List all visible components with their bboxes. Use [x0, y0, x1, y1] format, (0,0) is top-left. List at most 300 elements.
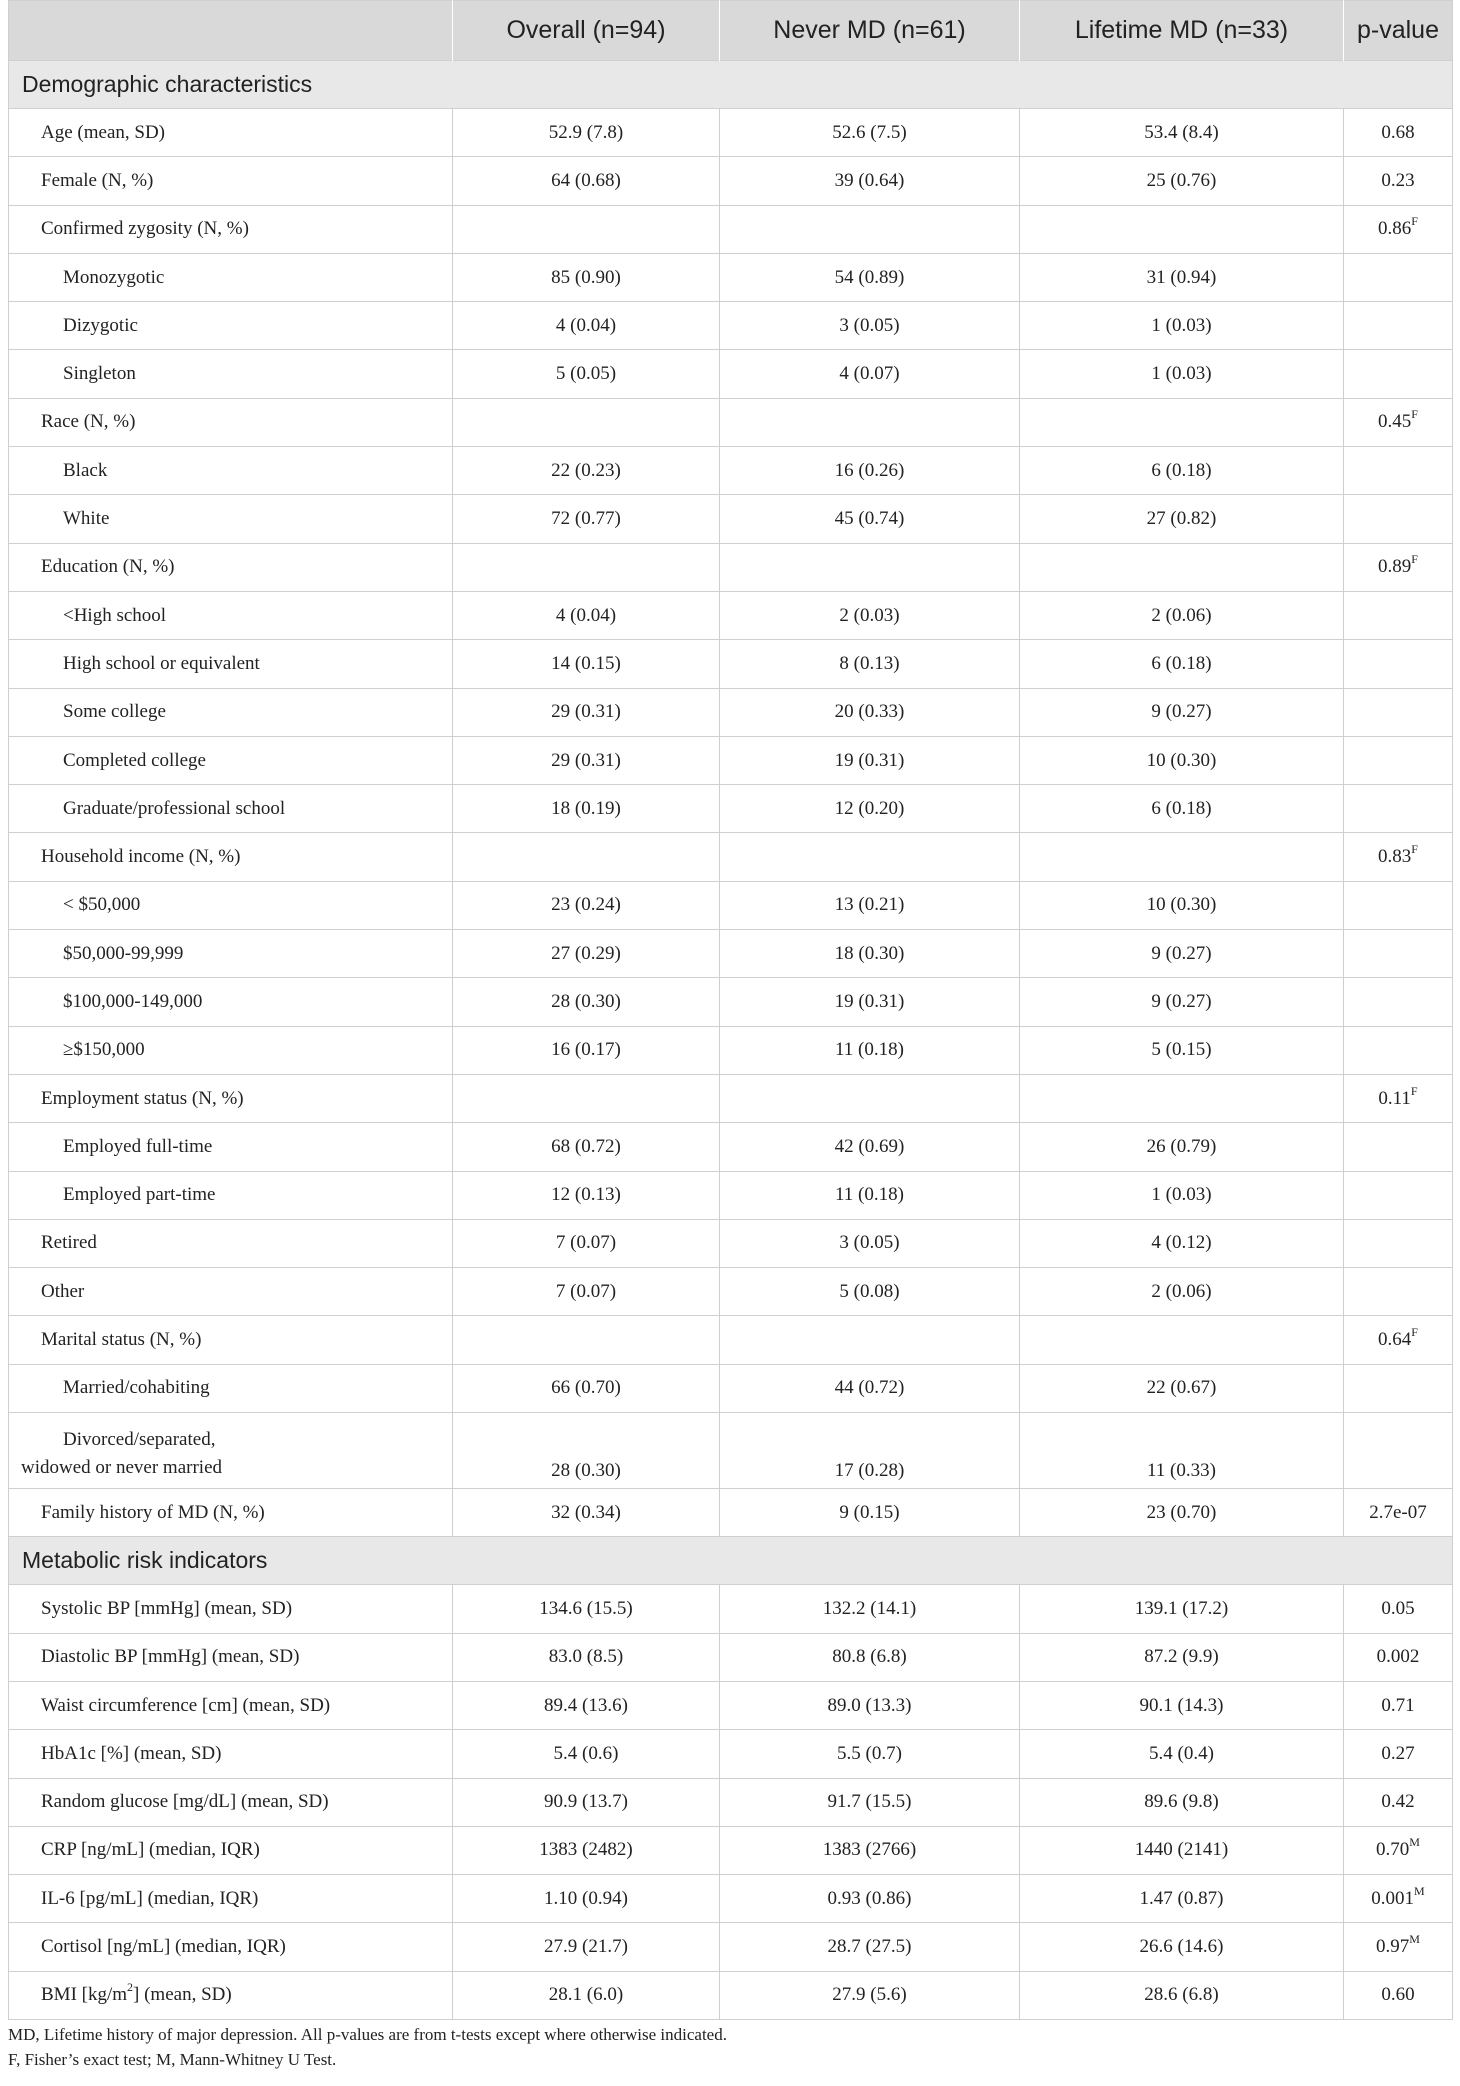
- cell-lifetime-md: [1020, 1681, 1344, 1729]
- cell-lifetime-md: [1020, 543, 1344, 591]
- cell-value: 91.7 (15.5): [827, 1791, 912, 1813]
- cell-value: 4 (0.07): [839, 363, 900, 385]
- cell-value: 83.0 (8.5): [548, 1646, 624, 1668]
- table-row: [9, 109, 1453, 157]
- row-label-text: < $50,000: [63, 894, 141, 916]
- cell-value: 26 (0.79): [1146, 1135, 1217, 1157]
- cell-value: 0.001: [1371, 1887, 1415, 1909]
- cell-value: 22 (0.67): [1146, 1377, 1217, 1399]
- cell-overall: [453, 302, 720, 350]
- cell-lifetime-md: [1020, 350, 1344, 398]
- cell-value: 2 (0.03): [839, 604, 900, 626]
- cell-value: 72 (0.77): [551, 508, 621, 530]
- cell-value: 5.4 (0.4): [1149, 1742, 1214, 1764]
- cell-p-value: [1344, 543, 1453, 591]
- cell-overall: [453, 447, 720, 495]
- row-label: [9, 205, 453, 253]
- cell-p-value: [1344, 978, 1453, 1026]
- cell-overall: [453, 1074, 720, 1122]
- row-label: [9, 1826, 453, 1874]
- table-row: [9, 350, 1453, 398]
- cell-value: 5 (0.15): [1151, 1039, 1212, 1061]
- cell-lifetime-md: [1020, 205, 1344, 253]
- table-row: [9, 495, 1453, 543]
- cell-lifetime-md: [1020, 447, 1344, 495]
- cell-lifetime-md: [1020, 688, 1344, 736]
- cell-value: 18 (0.30): [834, 942, 905, 964]
- cell-value: 5.5 (0.7): [837, 1742, 902, 1764]
- cell-overall: [453, 1971, 720, 2019]
- cell-value: 11 (0.18): [835, 1039, 904, 1061]
- cell-never-md: [720, 1826, 1020, 1874]
- cell-lifetime-md: [1020, 736, 1344, 784]
- cell-overall: [453, 1923, 720, 1971]
- table-row: [9, 978, 1453, 1026]
- cell-lifetime-md: [1020, 1778, 1344, 1826]
- cell-never-md: [720, 109, 1020, 157]
- cell-p-value: [1344, 253, 1453, 301]
- row-label: [9, 398, 453, 446]
- row-label: [9, 109, 453, 157]
- cell-value: 23 (0.24): [551, 894, 621, 916]
- row-label-line: Divorced/separated,: [63, 1429, 216, 1451]
- cell-never-md: [720, 688, 1020, 736]
- cell-never-md: [720, 930, 1020, 978]
- cell-never-md: [720, 1923, 1020, 1971]
- header-label-col: [9, 1, 453, 61]
- row-label-text: Household income (N, %): [41, 846, 241, 868]
- cell-value: 28.7 (27.5): [827, 1936, 912, 1958]
- table-row: [9, 736, 1453, 784]
- cell-value: 44 (0.72): [834, 1377, 905, 1399]
- cell-lifetime-md: [1020, 1633, 1344, 1681]
- cell-never-md: [720, 447, 1020, 495]
- cell-value: 52.6 (7.5): [832, 121, 907, 143]
- cell-value: 27.9 (21.7): [544, 1936, 628, 1958]
- table-row: [9, 1026, 1453, 1074]
- cell-p-value: [1344, 1074, 1453, 1122]
- row-label-text: Monozygotic: [63, 266, 165, 288]
- cell-value: 1 (0.03): [1151, 363, 1212, 385]
- cell-lifetime-md: [1020, 253, 1344, 301]
- cell-p-value: [1344, 1778, 1453, 1826]
- cell-never-md: [720, 833, 1020, 881]
- row-label: [9, 1875, 453, 1923]
- cell-value: 0.64: [1378, 1329, 1412, 1351]
- row-label-text: Race (N, %): [41, 411, 136, 433]
- row-label-text: CRP [ng/mL] (median, IQR): [41, 1839, 260, 1861]
- row-label-text: Married/cohabiting: [63, 1377, 210, 1399]
- section-header-row: [9, 61, 1453, 109]
- table-row: [9, 543, 1453, 591]
- table-row: [9, 881, 1453, 929]
- cell-overall: [453, 253, 720, 301]
- table-row: [9, 1681, 1453, 1729]
- cell-never-md: [720, 1489, 1020, 1537]
- table-row: [9, 833, 1453, 881]
- row-label-text: Cortisol [ng/mL] (median, IQR): [41, 1936, 286, 1958]
- row-label: [9, 688, 453, 736]
- cell-lifetime-md: [1020, 1730, 1344, 1778]
- cell-p-value: [1344, 157, 1453, 205]
- table-row: [9, 1633, 1453, 1681]
- table-row: [9, 1923, 1453, 1971]
- table-row: [9, 591, 1453, 639]
- cell-value: 0.70: [1376, 1839, 1410, 1861]
- row-label-text: Confirmed zygosity (N, %): [41, 218, 249, 240]
- cell-never-md: [720, 881, 1020, 929]
- cell-p-value: [1344, 833, 1453, 881]
- cell-value: 134.6 (15.5): [539, 1597, 633, 1619]
- test-marker: F: [1411, 1325, 1418, 1340]
- row-label: [9, 736, 453, 784]
- row-label-line: widowed or never married: [21, 1457, 223, 1479]
- cell-value: 6 (0.18): [1151, 652, 1212, 674]
- cell-never-md: [720, 1730, 1020, 1778]
- table-row: [9, 1316, 1453, 1364]
- cell-lifetime-md: [1020, 1026, 1344, 1074]
- cell-p-value: [1344, 1316, 1453, 1364]
- header-lifetime-md: Lifetime MD (n=33): [1020, 1, 1344, 61]
- table-row: [9, 1123, 1453, 1171]
- cell-value: 25 (0.76): [1146, 169, 1217, 191]
- row-label: [9, 447, 453, 495]
- table-row: [9, 1585, 1453, 1633]
- cell-value: 19 (0.31): [834, 990, 905, 1012]
- cell-value: 18 (0.19): [551, 797, 621, 819]
- cell-lifetime-md: [1020, 1826, 1344, 1874]
- row-label: [9, 1730, 453, 1778]
- row-label: [9, 1171, 453, 1219]
- row-label: [9, 640, 453, 688]
- cell-value: 1.47 (0.87): [1139, 1887, 1224, 1909]
- row-label: [9, 1489, 453, 1537]
- cell-p-value: [1344, 205, 1453, 253]
- cell-value: 3 (0.05): [839, 1232, 900, 1254]
- cell-value: 0.68: [1381, 121, 1415, 143]
- cell-value: 28.6 (6.8): [1144, 1984, 1219, 2006]
- row-label: [9, 302, 453, 350]
- cell-p-value: [1344, 1681, 1453, 1729]
- cell-value: 22 (0.23): [551, 459, 621, 481]
- cell-p-value: [1344, 1489, 1453, 1537]
- row-label-text: Retired: [41, 1232, 97, 1254]
- row-label-text: Dizygotic: [63, 314, 138, 336]
- cell-value: 80.8 (6.8): [832, 1646, 907, 1668]
- test-marker: F: [1410, 1083, 1418, 1098]
- row-label: [9, 1778, 453, 1826]
- cell-value: 54 (0.89): [834, 266, 905, 288]
- table-row: [9, 785, 1453, 833]
- cell-overall: [453, 398, 720, 446]
- cell-overall: [453, 1730, 720, 1778]
- cell-value: 139.1 (17.2): [1134, 1597, 1229, 1619]
- cell-value: 5.4 (0.6): [553, 1742, 619, 1764]
- cell-p-value: [1344, 1268, 1453, 1316]
- cell-lifetime-md: [1020, 1875, 1344, 1923]
- cell-lifetime-md: [1020, 1364, 1344, 1412]
- cell-p-value: [1344, 302, 1453, 350]
- cell-value: 87.2 (9.9): [1144, 1646, 1219, 1668]
- cell-overall: [453, 205, 720, 253]
- cell-p-value: [1344, 736, 1453, 784]
- footnote: MD, Lifetime history of major depression. All p-values are from t-tests except where otherwise indicated.: [8, 2025, 727, 2044]
- cell-value: 2.7e-07: [1369, 1501, 1427, 1523]
- row-label-text: Family history of MD (N, %): [41, 1501, 265, 1523]
- row-label: [9, 495, 453, 543]
- cell-value: 3 (0.05): [839, 314, 900, 336]
- cell-overall: [453, 543, 720, 591]
- row-label-text: <High school: [63, 604, 167, 626]
- cell-lifetime-md: [1020, 1413, 1344, 1489]
- cell-lifetime-md: [1020, 109, 1344, 157]
- cell-value: 52.9 (7.8): [548, 121, 624, 143]
- cell-overall: [453, 930, 720, 978]
- row-label-text: Marital status (N, %): [41, 1329, 202, 1351]
- cell-overall: [453, 1826, 720, 1874]
- cell-value: 26.6 (14.6): [1139, 1936, 1224, 1958]
- cell-never-md: [720, 350, 1020, 398]
- cell-value: 7 (0.07): [555, 1280, 617, 1302]
- cell-value: 7 (0.07): [555, 1232, 617, 1254]
- cell-value: 9 (0.27): [1151, 990, 1212, 1012]
- row-label-text: Employed part-time: [63, 1184, 216, 1206]
- cell-value: 0.60: [1381, 1984, 1415, 2006]
- cell-value: 11 (0.18): [835, 1184, 904, 1206]
- row-label: [9, 1123, 453, 1171]
- row-label-text: Age (mean, SD): [41, 121, 165, 143]
- cell-overall: [453, 1585, 720, 1633]
- cell-p-value: [1344, 881, 1453, 929]
- row-label-text: HbA1c [%] (mean, SD): [41, 1742, 222, 1764]
- cell-value: 11 (0.33): [1147, 1460, 1216, 1482]
- cell-value: 6 (0.18): [1151, 797, 1212, 819]
- cell-overall: [453, 640, 720, 688]
- cell-overall: [453, 1364, 720, 1412]
- cell-overall: [453, 591, 720, 639]
- cell-p-value: [1344, 785, 1453, 833]
- cell-value: 4 (0.04): [555, 604, 617, 626]
- table-row: [9, 1364, 1453, 1412]
- cell-lifetime-md: [1020, 1923, 1344, 1971]
- cell-value: 23 (0.70): [1146, 1501, 1217, 1523]
- cell-value: 29 (0.31): [551, 701, 621, 723]
- cell-value: 2 (0.06): [1151, 1280, 1212, 1302]
- cell-value: 5 (0.08): [839, 1280, 900, 1302]
- cell-never-md: [720, 736, 1020, 784]
- cell-value: 13 (0.21): [834, 894, 905, 916]
- table-row: [9, 1489, 1453, 1537]
- cell-lifetime-md: [1020, 785, 1344, 833]
- row-label-text: Waist circumference [cm] (mean, SD): [41, 1694, 331, 1716]
- cell-value: 1 (0.03): [1151, 314, 1212, 336]
- test-marker: M: [1409, 1835, 1420, 1850]
- cell-never-md: [720, 1171, 1020, 1219]
- cell-p-value: [1344, 1026, 1453, 1074]
- cell-never-md: [720, 1316, 1020, 1364]
- cell-value: 27 (0.82): [1146, 508, 1217, 530]
- cell-value: 39 (0.64): [834, 169, 905, 191]
- table-row: [9, 253, 1453, 301]
- row-label-text: Random glucose [mg/dL] (mean, SD): [41, 1791, 329, 1813]
- cell-lifetime-md: [1020, 881, 1344, 929]
- cell-never-md: [720, 157, 1020, 205]
- cell-value: 0.27: [1381, 1742, 1415, 1764]
- cell-overall: [453, 978, 720, 1026]
- cell-lifetime-md: [1020, 930, 1344, 978]
- cell-p-value: [1344, 640, 1453, 688]
- cell-overall: [453, 785, 720, 833]
- cell-value: 1 (0.03): [1151, 1184, 1212, 1206]
- cell-value: 85 (0.90): [551, 266, 621, 288]
- cell-never-md: [720, 1875, 1020, 1923]
- table-row: [9, 1074, 1453, 1122]
- cell-lifetime-md: [1020, 1489, 1344, 1537]
- cell-value: 4 (0.04): [555, 314, 617, 336]
- cell-value: 31 (0.94): [1146, 266, 1217, 288]
- row-label: [9, 591, 453, 639]
- cell-p-value: [1344, 1875, 1453, 1923]
- row-label: [9, 350, 453, 398]
- cell-never-md: [720, 1026, 1020, 1074]
- cell-never-md: [720, 978, 1020, 1026]
- section-title: Demographic characteristics: [9, 61, 1453, 109]
- table-row: [9, 1268, 1453, 1316]
- table-row: [9, 1875, 1453, 1923]
- row-label: [9, 1971, 453, 2019]
- cell-lifetime-md: [1020, 640, 1344, 688]
- table-row: [9, 398, 1453, 446]
- row-label-text: Other: [41, 1280, 85, 1302]
- row-label: [9, 1026, 453, 1074]
- cell-p-value: [1344, 1826, 1453, 1874]
- cell-value: 89.4 (13.6): [544, 1694, 628, 1716]
- cell-value: 45 (0.74): [834, 508, 905, 530]
- row-label-text: Employment status (N, %): [41, 1087, 244, 1109]
- cell-lifetime-md: [1020, 495, 1344, 543]
- label-superscript: 2: [127, 1980, 134, 1995]
- cell-value: 14 (0.15): [551, 652, 621, 674]
- row-label-text: Singleton: [63, 363, 136, 385]
- row-label-text: Black: [63, 459, 108, 481]
- table-row: [9, 930, 1453, 978]
- cell-value: 9 (0.27): [1151, 942, 1212, 964]
- cell-p-value: [1344, 1633, 1453, 1681]
- cell-overall: [453, 1413, 720, 1489]
- cell-lifetime-md: [1020, 398, 1344, 446]
- cell-value: 0.93 (0.86): [827, 1887, 912, 1909]
- data-table: [8, 0, 1453, 2020]
- table-row: [9, 1730, 1453, 1778]
- cell-p-value: [1344, 1171, 1453, 1219]
- cell-lifetime-md: [1020, 1074, 1344, 1122]
- cell-value: 28 (0.30): [551, 990, 621, 1012]
- cell-overall: [453, 833, 720, 881]
- row-label: [9, 157, 453, 205]
- row-label: [9, 881, 453, 929]
- row-label: [9, 785, 453, 833]
- cell-value: 0.71: [1381, 1694, 1415, 1716]
- row-label: [9, 543, 453, 591]
- cell-value: 1383 (2766): [822, 1839, 917, 1861]
- header-overall: Overall (n=94): [453, 1, 720, 61]
- cell-never-md: [720, 1413, 1020, 1489]
- cell-never-md: [720, 1074, 1020, 1122]
- cell-overall: [453, 1123, 720, 1171]
- row-label-text: ≥$150,000: [63, 1039, 145, 1061]
- cell-p-value: [1344, 1219, 1453, 1267]
- row-label: [9, 1633, 453, 1681]
- cell-overall: [453, 736, 720, 784]
- cell-lifetime-md: [1020, 978, 1344, 1026]
- cell-lifetime-md: [1020, 1268, 1344, 1316]
- cell-value: 0.23: [1381, 169, 1415, 191]
- cell-never-md: [720, 1268, 1020, 1316]
- cell-value: 89.0 (13.3): [827, 1694, 912, 1716]
- cell-value: 64 (0.68): [551, 169, 621, 191]
- cell-overall: [453, 157, 720, 205]
- row-label: [9, 833, 453, 881]
- row-label-text: $50,000-99,999: [63, 942, 184, 964]
- cell-value: 68 (0.72): [551, 1135, 621, 1157]
- cell-value: 32 (0.34): [551, 1501, 621, 1523]
- header-never-md: Never MD (n=61): [720, 1, 1020, 61]
- cell-value: 12 (0.13): [551, 1184, 621, 1206]
- cell-never-md: [720, 495, 1020, 543]
- row-label: [9, 1316, 453, 1364]
- row-label-tail: ] (mean, SD): [133, 1984, 232, 2006]
- row-label: [9, 978, 453, 1026]
- cell-value: 42 (0.69): [834, 1135, 905, 1157]
- table-body: [9, 61, 1453, 2020]
- cell-never-md: [720, 302, 1020, 350]
- test-marker: M: [1409, 1932, 1420, 1947]
- row-label-text: Completed college: [63, 749, 206, 771]
- cell-value: 1383 (2482): [539, 1839, 633, 1861]
- cell-value: 5 (0.05): [555, 363, 617, 385]
- cell-p-value: [1344, 109, 1453, 157]
- row-label: [9, 1364, 453, 1412]
- row-label: [9, 1268, 453, 1316]
- table-row: [9, 302, 1453, 350]
- cell-never-md: [720, 785, 1020, 833]
- cell-lifetime-md: [1020, 1219, 1344, 1267]
- cell-value: 0.42: [1381, 1791, 1415, 1813]
- footnote: F, Fisher’s exact test; M, Mann-Whitney U Test.: [8, 2050, 337, 2069]
- row-label: [9, 1413, 453, 1489]
- table-row: [9, 205, 1453, 253]
- cell-p-value: [1344, 591, 1453, 639]
- cell-value: 19 (0.31): [834, 749, 905, 771]
- cell-value: 12 (0.20): [834, 797, 905, 819]
- row-label: [9, 1681, 453, 1729]
- test-marker: F: [1411, 552, 1418, 567]
- cell-value: 6 (0.18): [1151, 459, 1212, 481]
- cell-overall: [453, 1219, 720, 1267]
- table-row: [9, 1171, 1453, 1219]
- cell-value: 10 (0.30): [1146, 894, 1217, 916]
- cell-p-value: [1344, 930, 1453, 978]
- cell-never-md: [720, 640, 1020, 688]
- table-row: [9, 1971, 1453, 2019]
- cell-value: 16 (0.26): [834, 459, 905, 481]
- test-marker: F: [1411, 842, 1418, 857]
- cell-never-md: [720, 1219, 1020, 1267]
- cell-value: 0.45: [1378, 411, 1412, 433]
- row-label-text: IL-6 [pg/mL] (median, IQR): [41, 1887, 259, 1909]
- test-marker: M: [1414, 1883, 1425, 1898]
- cell-value: 28.1 (6.0): [548, 1984, 624, 2006]
